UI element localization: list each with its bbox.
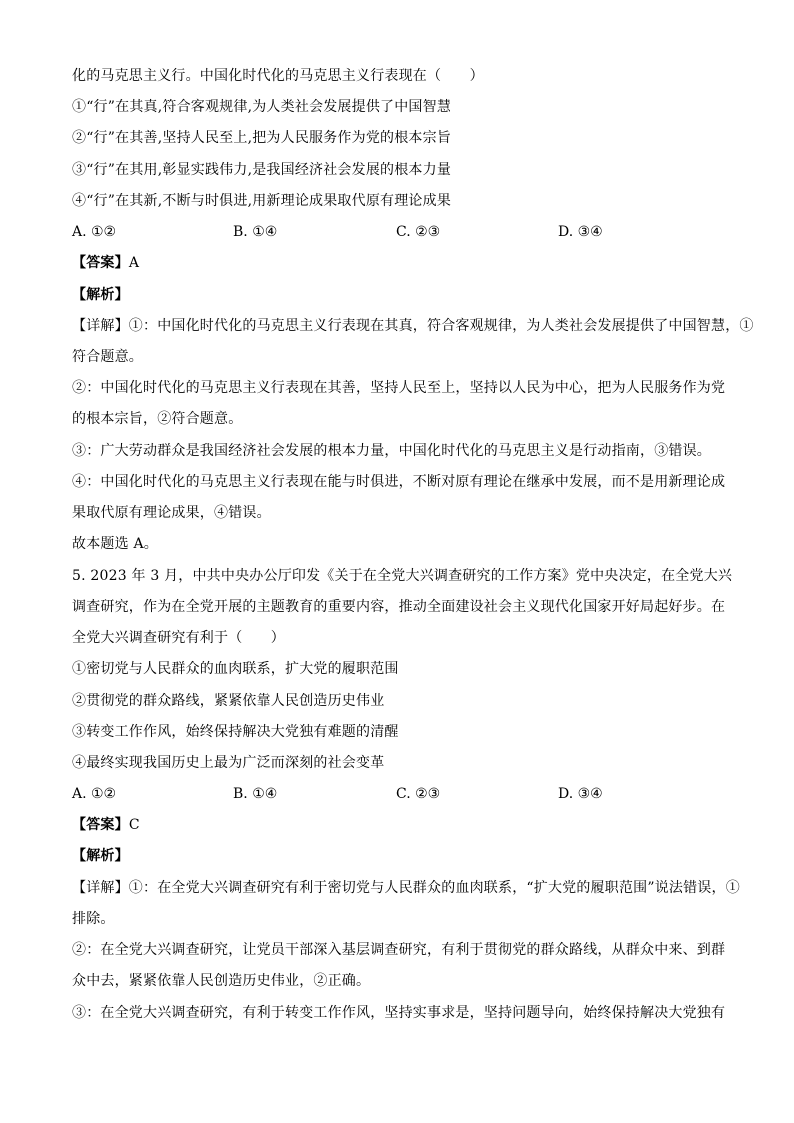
q5-option-d: D. ③④ — [558, 786, 603, 802]
q4-statement-2: ②“行”在其善,坚持人民至上,把为人民服务作为党的根本宗旨 — [72, 130, 452, 146]
q5-detail-line-2: 排除。 — [72, 911, 115, 927]
q5-option-b: B. ①④ — [233, 786, 278, 802]
q4-detail-line-6: ④：中国化时代化的马克思主义行表现在能与时俱进，不断对原有理论在继承中发展，而不是用新理论成 — [72, 474, 726, 490]
q4-detail-line-4: 的根本宗旨，②符合题意。 — [72, 411, 243, 427]
q4-answer-value: A — [128, 255, 140, 271]
q5-statement-1: ①密切党与人民群众的血肉联系，扩大党的履职范围 — [72, 661, 399, 677]
q4-stem-tail: 化的马克思主义行。中国化时代化的马克思主义行表现在（ ） — [72, 68, 484, 84]
q4-detail-line-7: 果取代原有理论成果，④错误。 — [72, 505, 271, 521]
q5-stem-line-1: 5. 2023 年 3 月，中共中央办公厅印发《关于在全党大兴调查研究的工作方案》党中央决定，在全党大兴 — [72, 568, 733, 584]
q5-stem-line-2: 调查研究，作为在全党开展的主题教育的重要内容，推动全面建设社会主义现代化国家开好局起好步。在 — [72, 599, 726, 615]
q5-detail-line-1: 【详解】①：在全党大兴调查研究有利于密切党与人民群众的血肉联系，“扩大党的履职范围”说法错误，① — [72, 880, 740, 896]
q5-options — [72, 784, 732, 804]
q4-option-c: C. ②③ — [396, 224, 441, 240]
q5-answer-value: C — [128, 817, 140, 833]
q4-conclusion: 故本题选 A。 — [72, 536, 158, 552]
q4-options — [72, 222, 732, 242]
q5-answer-label: 【答案】 — [72, 817, 129, 833]
q4-detail-line-2: 符合题意。 — [72, 349, 143, 365]
q5-statement-2: ②贯彻党的群众路线，紧紧依靠人民创造历史伟业 — [72, 693, 385, 709]
q5-statement-3: ③转变工作作风，始终保持解决大党独有难题的清醒 — [72, 724, 399, 740]
q5-detail-line-3: ②：在全党大兴调查研究，让党员干部深入基层调查研究，有利于贯彻党的群众路线，从群众中来、到群 — [72, 942, 726, 958]
q4-option-b: B. ①④ — [233, 224, 278, 240]
q4-statement-1: ①“行”在其真,符合客观规律,为人类社会发展提供了中国智慧 — [72, 99, 452, 115]
q4-option-a: A. ①② — [72, 224, 117, 240]
q4-detail-line-1: 【详解】①：中国化时代化的马克思主义行表现在其真，符合客观规律，为人类社会发展提供了中国智慧，① — [72, 318, 754, 334]
q4-answer-label: 【答案】 — [72, 255, 129, 271]
q4-detail-line-3: ②：中国化时代化的马克思主义行表现在其善，坚持人民至上，坚持以人民为中心，把为人民服务作为党 — [72, 380, 726, 396]
q4-statement-4: ④“行”在其新,不断与时俱进,用新理论成果取代原有理论成果 — [72, 193, 452, 209]
q5-detail-line-4: 众中去，紧紧依靠人民创造历史伟业，②正确。 — [72, 973, 371, 989]
q5-stem-line-3: 全党大兴调查研究有利于（ ） — [72, 630, 285, 646]
q5-statement-4: ④最终实现我国历史上最为广泛而深刻的社会变革 — [72, 755, 385, 771]
q5-option-a: A. ①② — [72, 786, 117, 802]
q4-answer — [72, 253, 139, 273]
q4-detail-line-5: ③：广大劳动群众是我国经济社会发展的根本力量，中国化时代化的马克思主义是行动指南，③错误。 — [72, 443, 711, 459]
q5-answer — [72, 815, 140, 835]
q5-detail-line-5: ③：在全党大兴调查研究，有利于转变工作作风，坚持实事求是，坚持问题导向，始终保持解决大党独有 — [72, 1005, 726, 1021]
q5-analysis-label: 【解析】 — [72, 848, 129, 864]
q4-analysis-label: 【解析】 — [72, 287, 129, 303]
q4-option-d: D. ③④ — [558, 224, 603, 240]
q5-option-c: C. ②③ — [396, 786, 441, 802]
q4-statement-3: ③“行”在其用,彰显实践伟力,是我国经济社会发展的根本力量 — [72, 162, 452, 178]
